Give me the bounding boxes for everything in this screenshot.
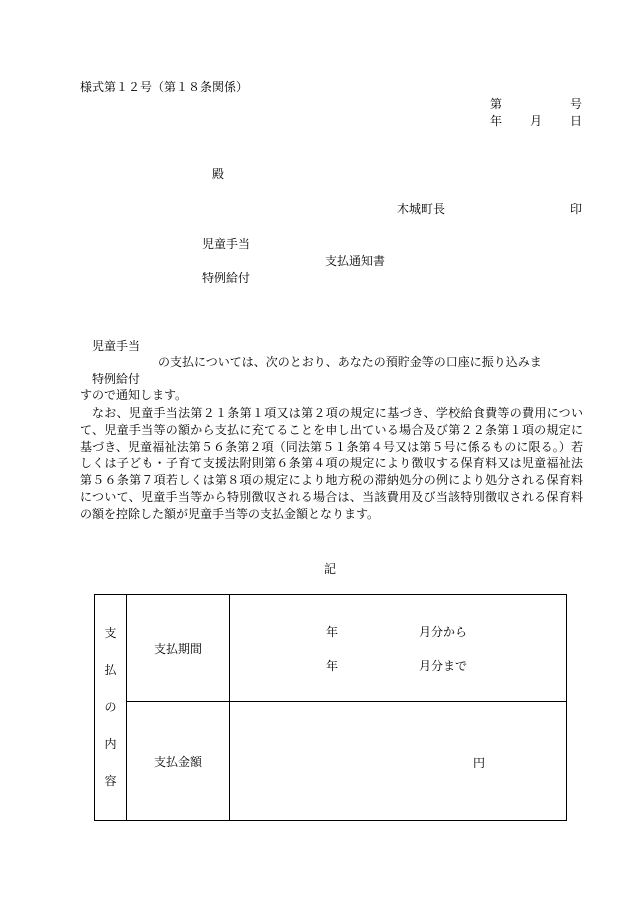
title-line1: 児童手当 <box>202 237 251 251</box>
period-from-year: 年 <box>326 625 339 639</box>
title-line2: 特例給付 <box>202 271 251 285</box>
body-label-line1: 児童手当 <box>92 339 141 353</box>
sender-name: 木城町長 <box>397 202 446 216</box>
doc-number-prefix: 第 <box>490 97 503 111</box>
period-from-month: 月分から <box>419 625 468 639</box>
vertical-label-char: 支 <box>104 626 117 640</box>
seal-mark: 印 <box>570 202 583 216</box>
date-month: 月 <box>530 114 543 128</box>
ki-heading: 記 <box>324 562 337 576</box>
vertical-label-char: の <box>104 700 117 714</box>
date-day: 日 <box>570 114 583 128</box>
period-label: 支払期間 <box>127 595 230 702</box>
body-first-continuation: すので通知します。 <box>80 388 188 402</box>
amount-value-cell <box>230 702 567 821</box>
vertical-label-char: 内 <box>104 737 117 751</box>
doc-number-suffix: 号 <box>570 97 583 111</box>
vertical-label-cell <box>95 595 127 821</box>
amount-label: 支払金額 <box>127 702 230 821</box>
page-title: 支払通知書 <box>325 254 386 268</box>
amount-unit: 円 <box>473 756 486 770</box>
form-number: 様式第１２号（第１８条関係） <box>80 80 249 94</box>
body-paragraph: なお、児童手当法第２１条第１項又は第２項の規定に基づき、学校給食費等の費用について、児童手当等の額から支払に充てることを申し出ている場合及び第２２条第１項の規定に基づき、児童福祉法第５６条第２項（同法第５１条第４号又は第５号に係るものに限る。）若しくは子ども・子育て支援法附則第６条第４項の規定により徴収する保育料又は児童福祉法第５６条第７項若しくは第８項の規定により地方税の滞納処分の例により処分される保育料について、児童手当等から特別徴収される場合は、当該費用及び当該特別徴収される保育料の額を控除した額が児童手当等の支払金額となります。 <box>80 406 583 521</box>
vertical-label-char: 払 <box>104 663 117 677</box>
period-value-cell <box>230 595 567 702</box>
recipient-honorific: 殿 <box>212 167 225 181</box>
body-first-sentence: の支払については、次のとおり、あなたの預貯金等の口座に振り込みま <box>158 355 542 369</box>
payment-detail-table <box>94 594 567 821</box>
period-to-year: 年 <box>326 659 339 673</box>
date-year: 年 <box>490 114 503 128</box>
vertical-label-char: 容 <box>104 774 117 788</box>
body-label-line2: 特例給付 <box>92 372 141 386</box>
period-to-month: 月分まで <box>419 659 468 673</box>
